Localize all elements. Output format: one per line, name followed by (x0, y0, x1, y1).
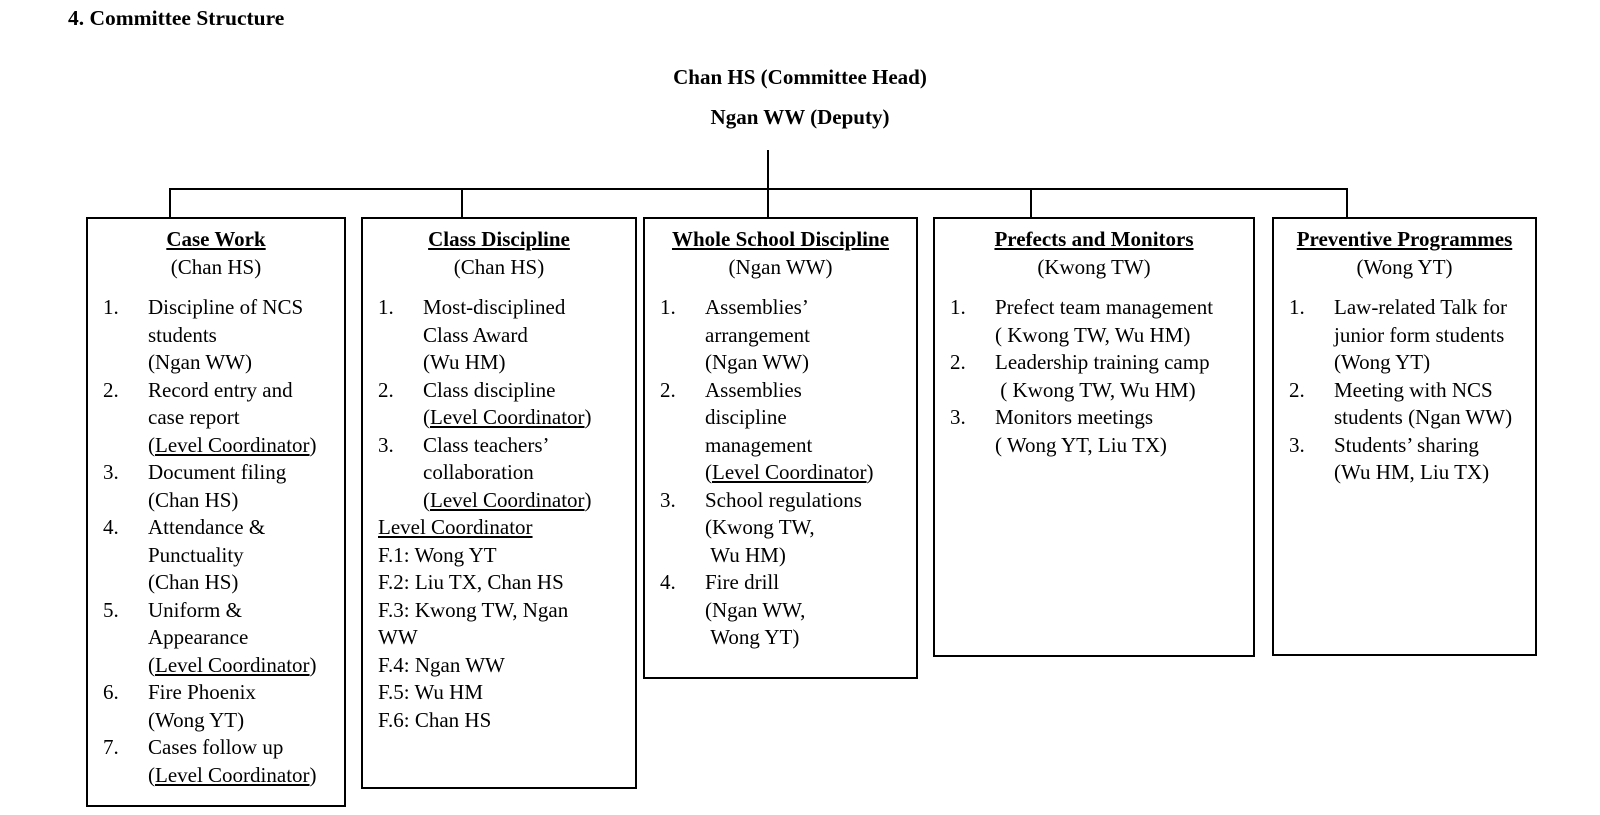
list-item-number: 3. (660, 487, 676, 512)
box-prefects-and-monitors (933, 217, 1255, 657)
list-item-number: 4. (660, 570, 676, 594)
list-item-number: 5. (103, 597, 119, 622)
connector-drop-preventive-programmes (1346, 188, 1348, 218)
list-item-number: 3. (1289, 432, 1305, 457)
list-item (1274, 432, 1535, 487)
level-coordinator-list: Level Coordinator F.1: Wong YT F.2: Liu TX, Chan HS F.3: Kwong TW, Ngan WW F.4: Ngan WW F.5: Wu HM F.6: Chan HS (378, 515, 569, 732)
underlined-text: Level Coordinator (155, 432, 310, 457)
list-item (88, 459, 344, 514)
committee-head-name: Chan HS (Committee Head) (673, 65, 927, 89)
underlined-text: Level Coordinator (378, 515, 533, 539)
committee-deputy-name: Ngan WW (Deputy) (710, 105, 890, 129)
committee-header (0, 64, 1600, 132)
box-title: Preventive Programmes (1296, 227, 1513, 251)
list-item (935, 294, 1253, 349)
list-item (935, 404, 1253, 459)
list-item (645, 487, 916, 570)
list-item-text: Prefect team management ( Kwong TW, Wu HM) (995, 295, 1214, 347)
connector-drop-whole-school-discipline (767, 188, 769, 218)
connector-drop-class-discipline (461, 188, 463, 218)
list-item-text: Students’ sharing (Wu HM, Liu TX) (1334, 432, 1490, 484)
list-item (1274, 294, 1535, 377)
list-item-number: 1. (103, 295, 119, 319)
list-item (645, 294, 916, 377)
list-item (88, 514, 344, 597)
box-head: (Ngan WW) (728, 254, 833, 279)
list-item-text: Class discipline (Level Coordinator) (423, 377, 592, 429)
list-item-text: Leadership training camp ( Kwong TW, Wu HM) (995, 350, 1210, 402)
list-item (1274, 377, 1535, 432)
list-item-text: Assemblies’ arrangement (Ngan WW) (705, 295, 810, 374)
box-head: (Chan HS) (453, 254, 545, 279)
list-item (645, 377, 916, 487)
list-item-text: Fire drill (Ngan WW, Wong YT) (705, 570, 806, 649)
underlined-text: Level Coordinator (430, 487, 585, 512)
box-head: (Chan HS) (170, 254, 262, 279)
list-item-text: Document filing (Chan HS) (148, 460, 287, 512)
box-item-list (935, 294, 1253, 459)
list-item (363, 294, 635, 377)
list-item-number: 2. (660, 377, 676, 402)
box-title: Whole School Discipline (671, 227, 890, 251)
box-title: Class Discipline (428, 227, 570, 251)
list-item-number: 1. (378, 295, 394, 319)
list-item-number: 1. (660, 295, 676, 319)
list-item (88, 679, 344, 734)
list-item (88, 597, 344, 680)
box-class-discipline (361, 217, 637, 789)
list-item-text: Fire Phoenix (Wong YT) (148, 680, 256, 732)
box-preventive-programmes (1272, 217, 1537, 656)
box-title: Case Work (166, 227, 266, 251)
list-item-number: 2. (378, 377, 394, 402)
list-item-text: Monitors meetings ( Wong YT, Liu TX) (995, 405, 1167, 457)
list-item-text: Class teachers’ collaboration (Level Coordinator) (423, 432, 592, 512)
page-title: 4. Committee Structure (68, 6, 285, 30)
connector-horizontal (169, 188, 1348, 190)
box-head: (Kwong TW) (1037, 254, 1151, 279)
list-item-text: Assemblies discipline management (Level Coordinator) (705, 377, 874, 484)
list-item-text: Record entry and case report (Level Coordinator) (148, 377, 317, 457)
list-item-number: 3. (103, 460, 119, 484)
list-item-number: 7. (103, 735, 119, 759)
box-item-list (363, 294, 635, 734)
connector-drop-prefects-and-monitors (1030, 188, 1032, 218)
underlined-text: Level Coordinator (155, 652, 310, 677)
list-item (88, 734, 344, 789)
list-item (645, 569, 916, 652)
connector-vertical-top (767, 150, 769, 190)
box-item-list (645, 294, 916, 652)
box-head: (Wong YT) (1356, 254, 1453, 279)
list-item-number: 2. (103, 377, 119, 402)
list-item-number: 6. (103, 680, 119, 704)
box-title: Prefects and Monitors (994, 227, 1194, 251)
list-item-text: Meeting with NCS students (Ngan WW) (1334, 377, 1513, 429)
connector-drop-case-work (169, 188, 171, 218)
list-item-number: 2. (1289, 377, 1305, 402)
list-item-number: 1. (1289, 295, 1305, 319)
list-item-text: Most-disciplined Class Award (Wu HM) (423, 295, 566, 374)
list-item-number: 3. (378, 432, 394, 457)
list-item-number: 2. (950, 350, 966, 374)
list-item-text: Cases follow up (Level Coordinator) (148, 735, 317, 787)
box-item-list (88, 294, 344, 789)
underlined-text: Level Coordinator (155, 762, 310, 787)
list-item-text: Uniform & Appearance (Level Coordinator) (148, 597, 317, 677)
list-item (935, 349, 1253, 404)
list-item-number: 3. (950, 405, 966, 429)
list-item-text: School regulations (Kwong TW, Wu HM) (705, 487, 862, 567)
list-item (88, 294, 344, 377)
list-item-number: 4. (103, 515, 119, 539)
box-whole-school-discipline (643, 217, 918, 679)
list-item (88, 377, 344, 460)
underlined-text: Level Coordinator (430, 405, 585, 429)
list-item-text: Discipline of NCS students (Ngan WW) (148, 295, 304, 374)
underlined-text: Level Coordinator (712, 460, 867, 484)
list-item-text: Attendance & Punctuality (Chan HS) (148, 515, 266, 594)
list-item (363, 377, 635, 432)
list-item-number: 1. (950, 295, 966, 319)
list-item (363, 432, 635, 515)
box-item-list (1274, 294, 1535, 487)
list-item-text: Law-related Talk for junior form students (Wong YT) (1334, 295, 1508, 374)
box-case-work (86, 217, 346, 807)
